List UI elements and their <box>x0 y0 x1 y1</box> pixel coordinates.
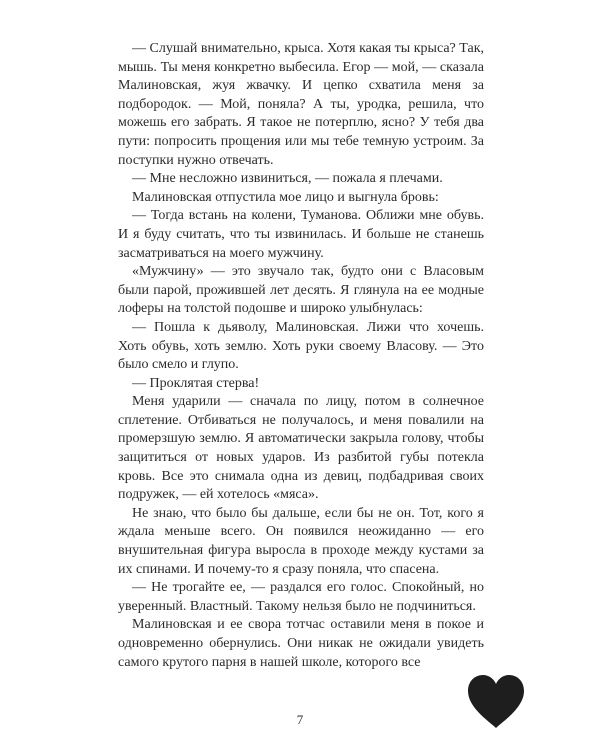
paragraph: «Мужчину» — это звучало так, будто они с Власовым были парой, прожившей лет десять. Я глянула на ее модные лоферы на толстой подошве и широко улыбнулась: <box>118 264 484 317</box>
paragraph: Не знаю, что было бы дальше, если бы не он. Тот, кого я ждала меньше всего. Он появился неожиданно — его внушительная фигура выросла в проходе между кустами за их спинами. И почему-то я сразу поняла, что спасена. <box>118 505 484 577</box>
paragraph: — Мне несложно извиниться, — пожала я плечами. <box>132 171 443 187</box>
body-text <box>118 40 484 672</box>
paragraph: — Слушай внимательно, крыса. Хотя какая ты крыса? Так, мышь. Ты меня конкретно выбесила. Егор — мой, — сказала Малиновская, жуя жвачку. И цепко схватила меня за подбородок. — Мой, поняла? А ты, уродка, решила, что можешь его забрать. Я такое не потерплю, ясно? У тебя два пути: попросить прощения или мы тебе темную устроим. За поступки нужно отвечать. <box>118 41 484 168</box>
heart-icon <box>466 674 526 730</box>
paragraph: Меня ударили — сначала по лицу, потом в солнечное сплетение. Отбиваться не получалось, и меня повалили на промерзшую землю. Я автоматически закрыла голову, чтобы защититься от новых ударов. Из разбитой губы потекла кровь. Все это снимала одна из девиц, подбадривая своих подружек, — ей хотелось «мяса». <box>118 394 484 503</box>
paragraph: — Пошла к дьяволу, Малиновская. Лижи что хочешь. Хоть обувь, хоть землю. Хоть руки своему Власову. — Это было смело и глупо. <box>118 319 484 373</box>
paragraph: — Проклятая стерва! <box>132 375 260 391</box>
paragraph: Малиновская отпустила мое лицо и выгнула бровь: <box>132 189 439 205</box>
paragraph: — Не трогайте ее, — раздался его голос. Спокойный, но уверенный. Властный. Такому нельзя было не подчиниться. <box>118 580 484 614</box>
paragraph: Малиновская и ее свора тотчас оставили меня в покое и одновременно обернулись. Они никак не ожидали увидеть самого крутого парня в нашей школе, которого все <box>118 617 484 670</box>
page-number: 7 <box>296 712 304 727</box>
paragraph: — Тогда встань на колени, Туманова. Оближи мне обувь. И я буду считать, что ты извинилась. И больше не станешь засматриваться на моего мужчину. <box>118 208 484 261</box>
